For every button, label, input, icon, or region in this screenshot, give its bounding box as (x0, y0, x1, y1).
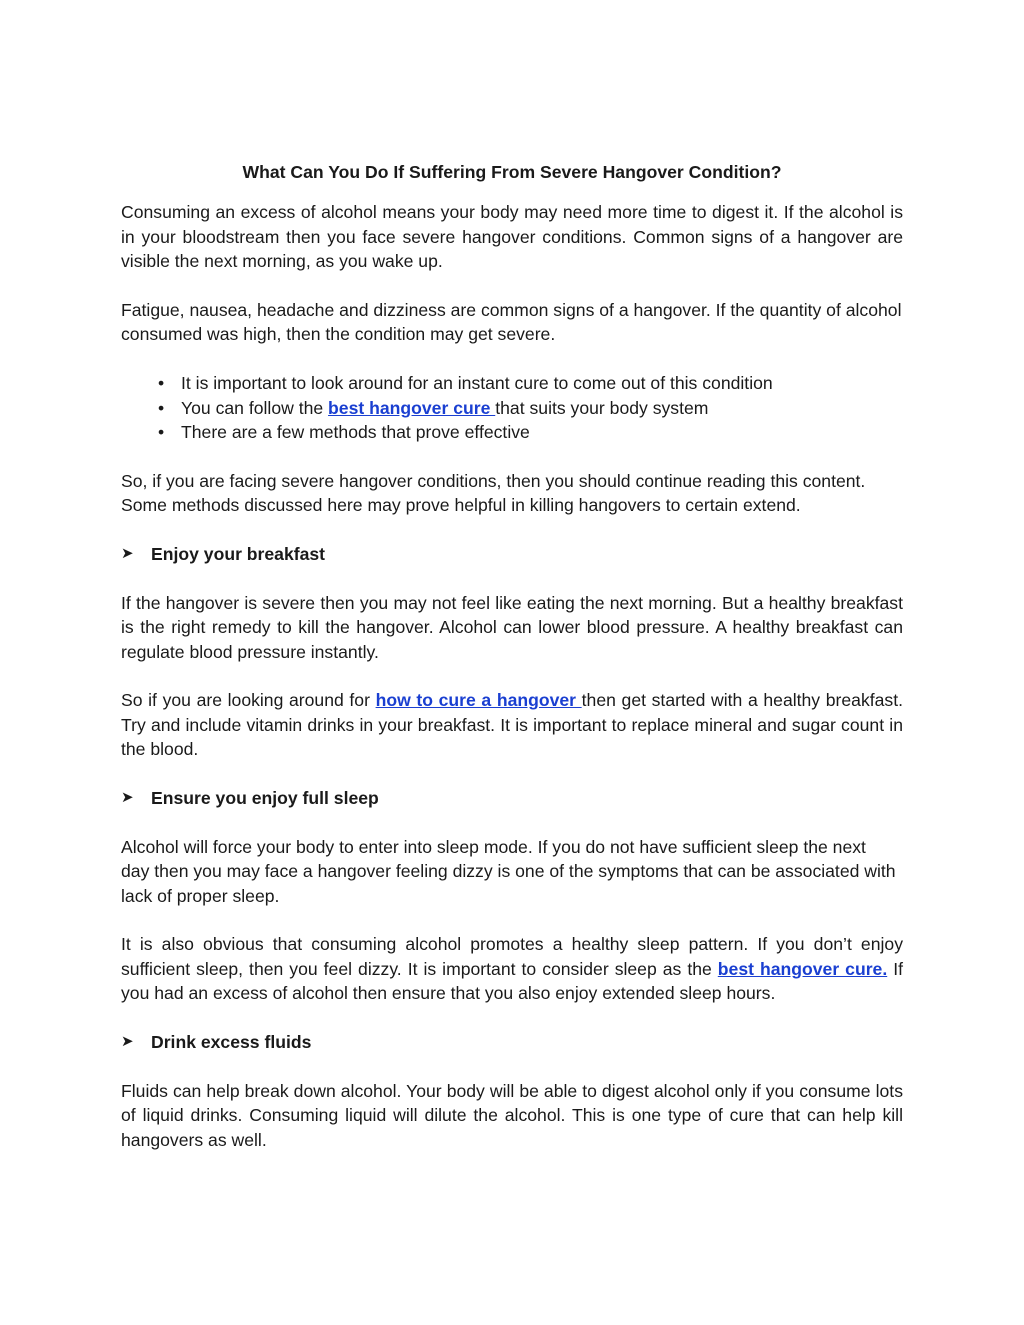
sleep-paragraph-1-line-2: day then you may face a hangover feeling dizzy is one of the symptoms that can be associated with lack of proper sleep. (121, 861, 896, 906)
best-hangover-cure-link-2[interactable]: best hangover cure. (717, 958, 888, 979)
intro-paragraph-1: Consuming an excess of alcohol means your body may need more time to digest it. If the alcohol is in your bloodstream then you face severe hangover conditions. Common signs of a hangover are visible the next morning, as you wake up. (121, 202, 903, 272)
section-heading-fluids (121, 1030, 903, 1054)
bullet-item-2-text-after: that suits your body system (495, 397, 709, 418)
breakfast-paragraph-1: If the hangover is severe then you may not feel like eating the next morning. But a healthy breakfast is the right remedy to kill the hangover. Alcohol can lower blood pressure. A healthy breakfast can regulate blood pressure instantly. (121, 592, 903, 662)
section-heading-fluids-text: Drink excess fluids (151, 1032, 312, 1053)
intro-paragraph-2: Fatigue, nausea, headache and dizziness are common signs of a hangover. If the quantity of alcohol consumed was high, then the condition may get severe. (121, 300, 902, 345)
sleep-paragraph-1 (121, 835, 903, 908)
arrowhead-right-icon: ➤ (121, 1033, 134, 1051)
section-heading-sleep-text: Ensure you enjoy full sleep (151, 788, 379, 809)
bullet-item-1 (121, 371, 903, 395)
how-to-cure-a-hangover-link[interactable]: how to cure a hangover (375, 690, 582, 711)
sleep-paragraph-2-after: If you had an excess of alcohol then ensure that you also enjoy extended sleep hours. (121, 958, 903, 1004)
sleep-paragraph-1-line-1: Alcohol will force your body to enter into sleep mode. If you do not have sufficient sleep the next (121, 836, 866, 857)
bullet-item-2 (121, 396, 903, 420)
bullet-item-3-text: There are a few methods that prove effective (181, 422, 530, 443)
bullet-item-3 (121, 420, 903, 444)
arrowhead-right-icon: ➤ (121, 545, 134, 563)
bullet-list (121, 371, 903, 444)
bullet-dot-icon: • (158, 373, 165, 394)
sleep-paragraph-2 (121, 932, 903, 1005)
sleep-paragraph-2-before: It is also obvious that consuming alcohol promotes a healthy sleep pattern. If you don’t enjoy sufficient sleep, then you feel dizzy. It is important to consider sleep as the (121, 934, 903, 979)
fluids-paragraph-1: Fluids can help break down alcohol. Your body will be able to digest alcohol only if you consume lots of liquid drinks. Consuming liquid will dilute the alcohol. This is one type of cure that can help kill hangovers as well. (121, 1080, 903, 1150)
section-heading-sleep (121, 786, 903, 810)
breakfast-paragraph-2-after: then get started with a healthy breakfast. Try and include vitamin drinks in your breakfast. It is important to replace mineral and sugar count in the blood. (121, 690, 903, 760)
breakfast-paragraph-2 (121, 688, 903, 761)
bullet-dot-icon: • (158, 397, 165, 418)
document-title: What Can You Do If Suffering From Severe Hangover Condition? (242, 162, 782, 182)
bullet-item-2-text-before: You can follow the (181, 397, 329, 418)
arrowhead-right-icon: ➤ (121, 789, 134, 807)
bullet-dot-icon: • (158, 422, 165, 443)
breakfast-paragraph-2-before: So if you are looking around for (121, 690, 376, 711)
best-hangover-cure-link[interactable]: best hangover cure (328, 397, 496, 418)
intro-paragraph-3: So, if you are facing severe hangover conditions, then you should continue reading this content. Some methods discussed here may prove helpful in killing hangovers to certain extend. (121, 470, 866, 516)
bullet-item-1-text: It is important to look around for an instant cure to come out of this condition (181, 373, 773, 394)
section-heading-breakfast-text: Enjoy your breakfast (151, 544, 326, 565)
section-heading-breakfast (121, 542, 903, 566)
document-page (121, 160, 903, 1176)
